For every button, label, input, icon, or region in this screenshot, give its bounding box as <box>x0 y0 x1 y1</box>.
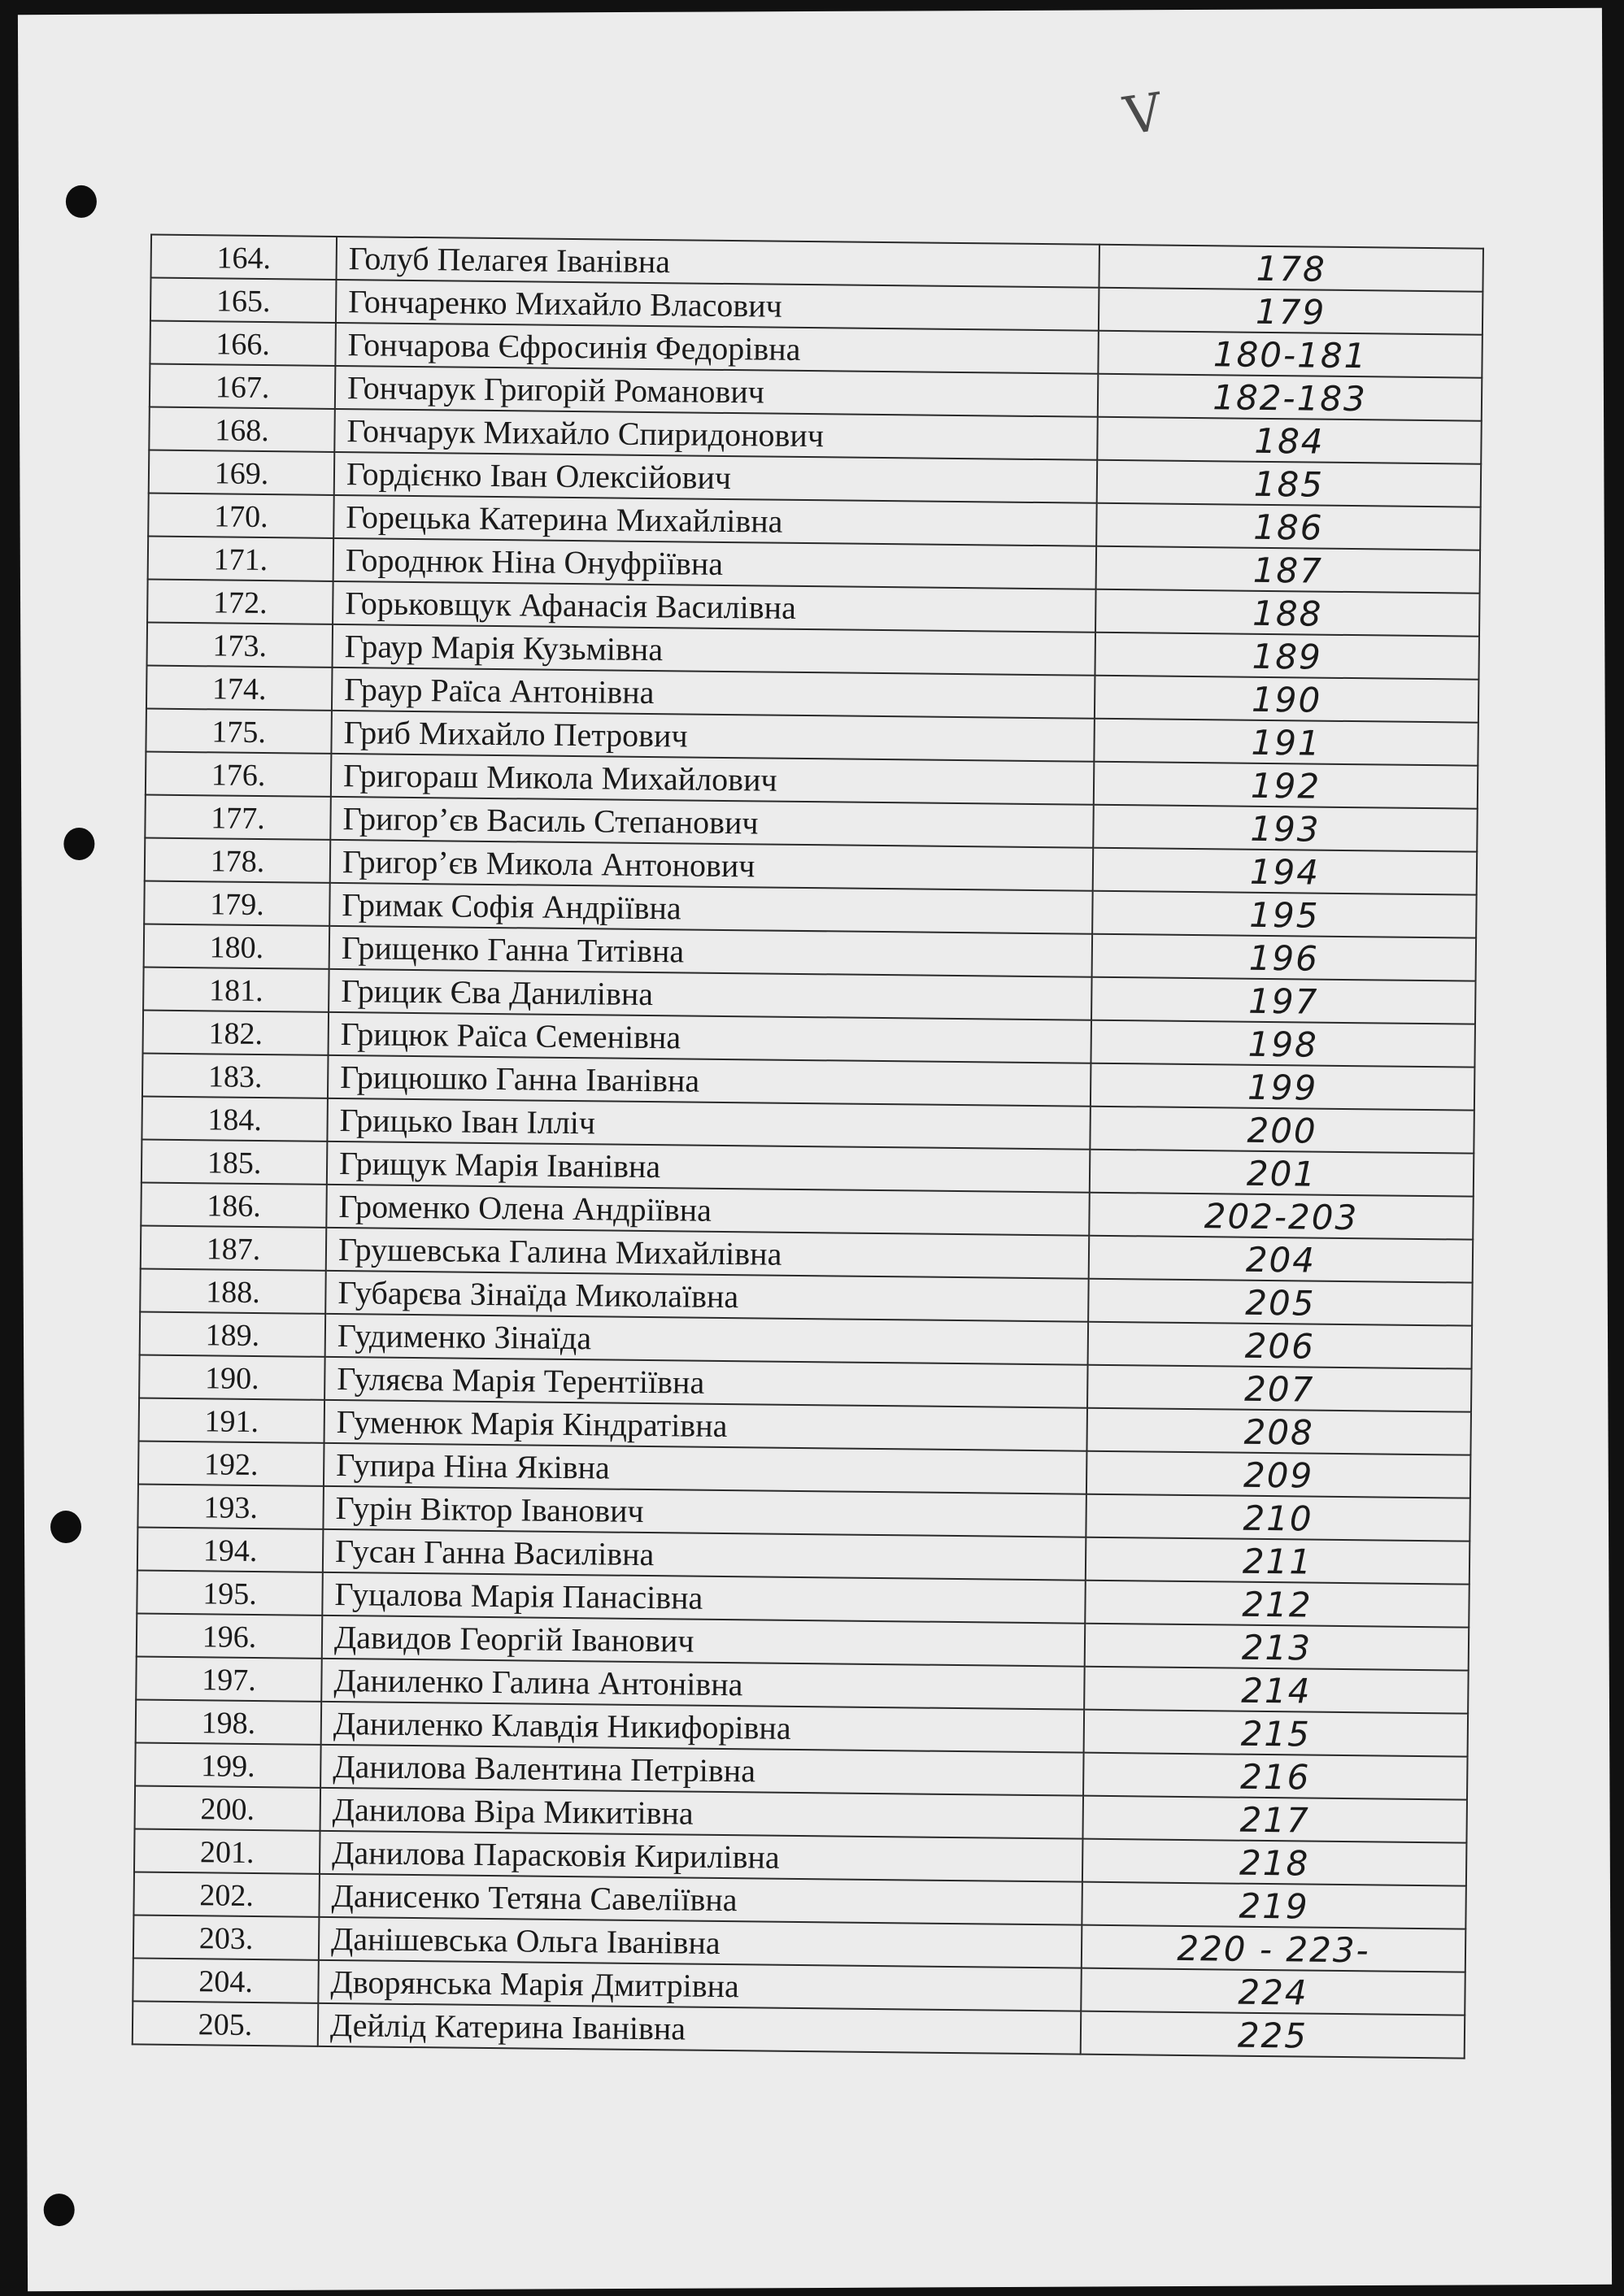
person-name: Грушевська Галина Михайлівна <box>326 1228 1090 1279</box>
row-number: 191. <box>139 1398 325 1442</box>
handwritten-page-number: 213 <box>1085 1624 1469 1671</box>
handwritten-page-number: 198 <box>1091 1020 1475 1068</box>
person-name: Гуцалова Марія Панасівна <box>322 1572 1086 1624</box>
person-name: Грицюшко Ганна Іванівна <box>328 1055 1091 1107</box>
handwritten-roman-numeral: V <box>1120 82 1166 148</box>
row-number: 197. <box>136 1656 322 1701</box>
row-number: 186. <box>141 1183 327 1228</box>
row-number: 202. <box>133 1872 320 1916</box>
person-name: Грищенко Ганна Титівна <box>329 926 1093 977</box>
row-number: 178. <box>145 838 331 883</box>
person-name: Гордієнко Іван Олексійович <box>334 452 1098 503</box>
person-name: Гончарук Михайло Спиридонович <box>334 409 1098 460</box>
handwritten-page-number: 206 <box>1088 1322 1473 1369</box>
handwritten-page-number: 199 <box>1091 1063 1475 1111</box>
handwritten-page-number: 220 - 223- <box>1082 1925 1466 1972</box>
person-name: Гончарук Григорій Романович <box>335 366 1099 417</box>
person-name: Григораш Микола Михайлович <box>331 754 1095 805</box>
punch-hole <box>50 1511 81 1543</box>
handwritten-page-number: 197 <box>1091 977 1476 1024</box>
handwritten-page-number: 182-183 <box>1098 374 1482 421</box>
handwritten-page-number: 194 <box>1093 848 1478 895</box>
handwritten-page-number: 188 <box>1095 589 1480 637</box>
handwritten-page-number: 193 <box>1093 805 1478 852</box>
person-name: Гурін Віктор Іванович <box>323 1486 1086 1537</box>
person-name: Городнюк Ніна Онуфріївна <box>333 538 1097 589</box>
person-name: Грицюк Раїса Семенівна <box>329 1012 1092 1063</box>
handwritten-page-number: 208 <box>1086 1408 1471 1455</box>
handwritten-page-number: 215 <box>1084 1710 1469 1757</box>
row-number: 173. <box>147 623 333 667</box>
person-name: Гудименко Зінаїда <box>325 1314 1089 1365</box>
handwritten-page-number: 214 <box>1084 1667 1469 1714</box>
row-number: 194. <box>137 1527 324 1572</box>
handwritten-page-number: 216 <box>1083 1753 1468 1800</box>
person-name: Гупира Ніна Яківна <box>324 1443 1087 1494</box>
person-name: Гончарова Єфросинія Федорівна <box>335 323 1099 374</box>
row-number: 196. <box>137 1613 323 1658</box>
handwritten-page-number: 219 <box>1082 1882 1466 1929</box>
person-name: Данилова Віра Микитівна <box>320 1788 1084 1839</box>
person-name: Гриб Михайло Петрович <box>331 711 1095 762</box>
row-number: 183. <box>142 1054 329 1098</box>
row-number: 192. <box>138 1441 324 1485</box>
handwritten-page-number: 217 <box>1082 1796 1467 1843</box>
person-name: Давидов Георгій Іванович <box>322 1615 1086 1667</box>
row-number: 195. <box>137 1570 323 1615</box>
row-number: 175. <box>146 709 332 754</box>
person-name: Горецька Катерина Михайлівна <box>333 495 1097 546</box>
handwritten-page-number: 180-181 <box>1098 331 1482 378</box>
handwritten-page-number: 204 <box>1089 1236 1474 1283</box>
row-number: 172. <box>147 580 333 624</box>
person-name: Грицько Іван Ілліч <box>327 1098 1091 1150</box>
person-name: Гримак Софія Андріївна <box>329 883 1093 934</box>
person-name: Григор’єв Василь Степанович <box>330 797 1094 848</box>
handwritten-page-number: 178 <box>1099 245 1483 292</box>
handwritten-page-number: 212 <box>1085 1581 1469 1628</box>
handwritten-page-number: 179 <box>1099 288 1483 335</box>
person-name: Данисенко Тетяна Савеліївна <box>319 1874 1082 1925</box>
handwritten-page-number: 200 <box>1090 1107 1474 1154</box>
row-number: 188. <box>140 1268 326 1313</box>
person-name: Громенко Олена Андріївна <box>326 1185 1090 1236</box>
row-number: 201. <box>134 1829 320 1873</box>
row-number: 180. <box>144 924 330 969</box>
handwritten-page-number: 210 <box>1086 1494 1470 1542</box>
row-number: 198. <box>136 1699 322 1744</box>
person-name: Данилова Парасковія Кирилівна <box>320 1831 1083 1882</box>
row-number: 190. <box>139 1355 325 1399</box>
handwritten-page-number: 207 <box>1087 1365 1472 1412</box>
handwritten-page-number: 202-203 <box>1089 1193 1474 1240</box>
person-name: Гусан Ганна Василівна <box>323 1529 1086 1581</box>
punch-hole <box>63 828 94 860</box>
person-name: Граур Марія Кузьмівна <box>333 624 1096 676</box>
row-number: 200. <box>135 1785 321 1830</box>
handwritten-page-number: 192 <box>1094 762 1478 809</box>
row-number: 203. <box>133 1915 320 1959</box>
person-name: Грищук Марія Іванівна <box>327 1141 1091 1193</box>
handwritten-page-number: 225 <box>1081 2011 1465 2059</box>
row-number: 181. <box>143 968 329 1012</box>
row-number: 170. <box>148 494 334 538</box>
person-name: Данилова Валентина Петрівна <box>320 1745 1084 1796</box>
person-name: Горьковщук Афанасія Василівна <box>333 581 1096 633</box>
handwritten-page-number: 190 <box>1095 676 1479 723</box>
row-number: 169. <box>149 450 335 495</box>
person-name: Гуляєва Марія Терентіївна <box>324 1357 1088 1408</box>
handwritten-page-number: 195 <box>1092 891 1477 938</box>
row-number: 179. <box>144 881 330 926</box>
row-number: 168. <box>149 407 335 452</box>
handwritten-page-number: 205 <box>1088 1279 1473 1326</box>
document-page <box>18 8 1612 2291</box>
handwritten-page-number: 211 <box>1086 1537 1470 1585</box>
person-name: Данішевська Ольга Іванівна <box>319 1917 1082 1968</box>
handwritten-page-number: 224 <box>1081 1968 1465 2016</box>
row-number: 199. <box>135 1742 321 1787</box>
person-name: Даниленко Клавдія Никифорівна <box>321 1702 1085 1753</box>
person-name: Грицик Єва Данилівна <box>329 969 1092 1020</box>
person-name: Григор’єв Микола Антонович <box>330 840 1094 891</box>
person-name: Губарєва Зінаїда Миколаївна <box>325 1271 1089 1322</box>
row-number: 171. <box>148 537 334 581</box>
person-name: Голуб Пелагея Іванівна <box>336 237 1099 288</box>
row-number: 182. <box>143 1011 329 1055</box>
handwritten-page-number: 218 <box>1082 1839 1467 1886</box>
row-number: 185. <box>142 1140 328 1185</box>
row-number: 205. <box>133 2001 319 2046</box>
row-number: 184. <box>142 1097 328 1141</box>
person-name: Гуменюк Марія Кіндратівна <box>324 1400 1088 1451</box>
row-number: 187. <box>141 1225 327 1270</box>
person-name: Дворянська Марія Дмитрівна <box>318 1960 1082 2011</box>
person-name: Граур Раїса Антонівна <box>332 667 1095 719</box>
person-name: Дейлід Катерина Іванівна <box>318 2003 1082 2055</box>
row-number: 204. <box>133 1958 319 2002</box>
handwritten-page-number: 187 <box>1096 546 1481 594</box>
row-number: 177. <box>145 795 331 840</box>
handwritten-page-number: 186 <box>1096 503 1481 550</box>
handwritten-page-number: 209 <box>1086 1451 1471 1498</box>
row-number: 176. <box>146 752 332 797</box>
handwritten-page-number: 191 <box>1094 719 1478 766</box>
person-name: Даниленко Галина Антонівна <box>321 1659 1085 1710</box>
register-table <box>132 234 1484 2059</box>
punch-hole <box>44 2194 75 2226</box>
row-number: 165. <box>150 278 337 323</box>
handwritten-page-number: 185 <box>1097 460 1482 507</box>
handwritten-page-number: 184 <box>1097 417 1482 464</box>
row-number: 193. <box>137 1484 324 1528</box>
row-number: 167. <box>150 364 336 409</box>
row-number: 174. <box>146 666 333 711</box>
row-number: 166. <box>150 321 336 366</box>
handwritten-page-number: 196 <box>1092 934 1477 981</box>
row-number: 164. <box>151 235 337 280</box>
handwritten-page-number: 189 <box>1095 633 1479 680</box>
row-number: 189. <box>140 1311 326 1356</box>
person-name: Гончаренко Михайло Власович <box>336 280 1099 331</box>
punch-hole <box>66 185 97 218</box>
handwritten-page-number: 201 <box>1090 1150 1474 1197</box>
